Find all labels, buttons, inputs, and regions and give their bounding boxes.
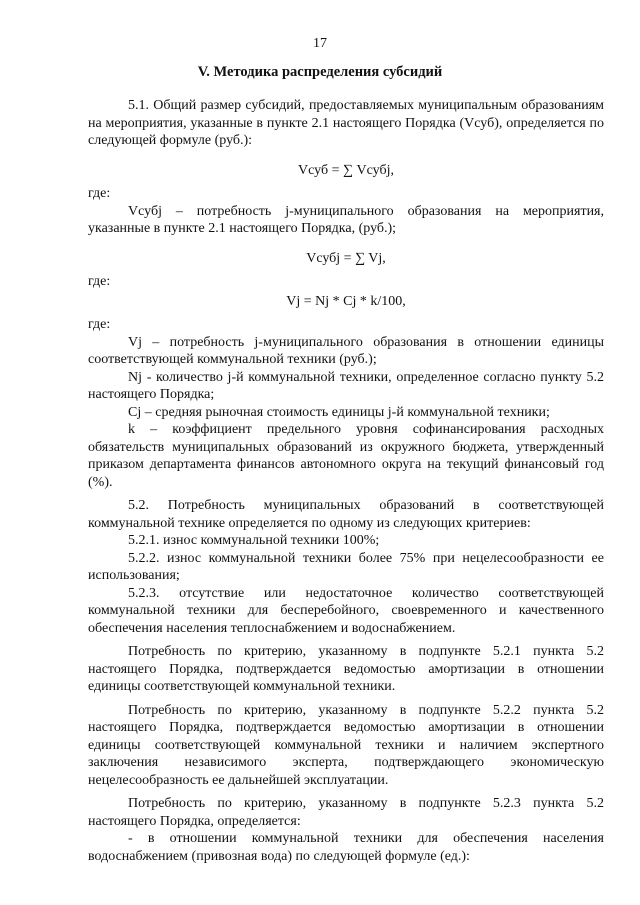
criterion-2-paragraph: Потребность по критерию, указанному в подпункте 5.2.2 пункта 5.2 настоящего Порядка, подтверждается ведомостью амортизации в отношении единицы соответствующей коммунальной техники и наличием экспертного заключения независимого эксперта, подтверждающего экономическую нецелесообразность ее дальнейшей эксплуатации.	[88, 702, 604, 788]
definition-vsubj: Vсубj – потребность j-муниципального образования на мероприятия, указанные в пункте 2.1 настоящего Порядка, (руб.);	[88, 203, 604, 236]
definition-cj: Cj – средняя рыночная стоимость единицы j-й коммунальной техники;	[128, 404, 550, 420]
definition-k: k – коэффициент предельного уровня софинансирования расходных обязательств муниципальных образований из окружного бюджета, утвержденный приказом департамента финансов автономного округа на текущий финансовый год (%).	[88, 422, 604, 490]
criterion-1-paragraph: Потребность по критерию, указанному в подпункте 5.2.1 пункта 5.2 настоящего Порядка, подтверждается ведомостью амортизации в отношении единицы соответствующей коммунальной техники.	[88, 644, 604, 694]
paragraph-5-1: 5.1. Общий размер субсидий, предоставляемых муниципальным образованиям на мероприятия, указанные в пункте 2.1 настоящего Порядка (Vсуб), определяется по следующей формуле (руб.):	[88, 98, 604, 148]
definition-nj: Nj - количество j-й коммунальной техники, определенное согласно пункту 5.2 настоящего Порядка;	[88, 369, 604, 402]
formula-vj: Vj = Nj * Cj * k/100,	[286, 293, 406, 309]
where-label: где:	[88, 274, 111, 289]
formula-total-subsidy: Vсуб = ∑ Vсубj,	[298, 162, 394, 178]
formula-vsubj: Vсубj = ∑ Vj,	[306, 250, 386, 266]
paragraph-5-2: 5.2. Потребность муниципальных образований в соответствующей коммунальной технике определяется по одному из следующих критериев:	[88, 498, 604, 531]
criterion-3-water-supply: - в отношении коммунальной техники для обеспечения населения водоснабжением (привозная вода) по следующей формуле (ед.):	[88, 831, 604, 864]
where-label: где:	[88, 317, 111, 332]
document-body	[88, 97, 604, 865]
where-label: где:	[88, 186, 111, 201]
paragraph-5-2-3: 5.2.3. отсутствие или недостаточное количество соответствующей коммунальной техники для бесперебойного, своевременного и качественного обеспечения населения теплоснабжением и водоснабжением.	[88, 585, 604, 636]
criterion-3-paragraph: Потребность по критерию, указанному в подпункте 5.2.3 пункта 5.2 настоящего Порядка, определяется:	[88, 796, 604, 829]
paragraph-5-2-2: 5.2.2. износ коммунальной техники более 75% при нецелесообразности ее использования;	[88, 550, 604, 583]
definition-vj: Vj – потребность j-муниципального образования в отношении единицы соответствующей коммунальной техники (руб.);	[88, 334, 604, 367]
page-number: 17	[313, 36, 327, 51]
section-title: V. Методика распределения субсидий	[197, 64, 443, 80]
paragraph-5-2-1: 5.2.1. износ коммунальной техники 100%;	[128, 533, 380, 548]
